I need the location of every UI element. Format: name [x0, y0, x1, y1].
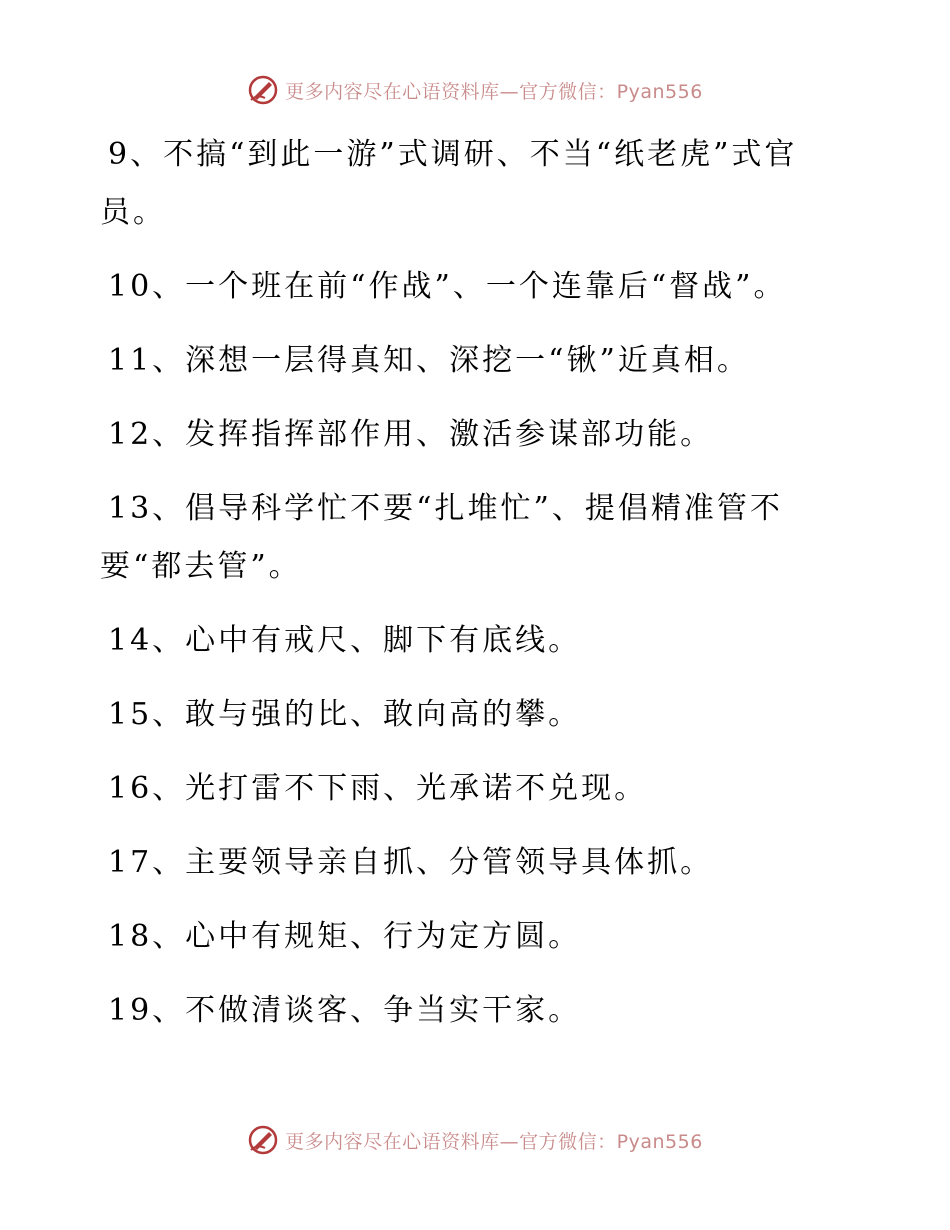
- list-item: 9、不搞“到此一游”式调研、不当“纸老虎”式官员。: [100, 137, 798, 230]
- list-item: 10、一个班在前“作战”、一个连靠后“督战”。: [108, 269, 787, 304]
- pen-logo-icon: [247, 74, 279, 106]
- pen-logo-icon: [247, 1124, 279, 1156]
- footer-banner: [0, 1120, 950, 1160]
- footer-banner-text: 更多内容尽在心语资料库—官方微信：Pyan556: [285, 1130, 703, 1153]
- list-item: 16、光打雷不下雨、光承诺不兑现。: [108, 771, 648, 806]
- list-item: 17、主要领导亲自抓、分管领导具体抓。: [108, 845, 714, 880]
- header-banner-text: 更多内容尽在心语资料库—官方微信：Pyan556: [285, 80, 703, 103]
- list-item: 14、心中有戒尺、脚下有底线。: [108, 623, 582, 658]
- document-body: [100, 126, 860, 1056]
- list-item: 15、敢与强的比、敢向高的攀。: [108, 697, 582, 732]
- list-item: 19、不做清谈客、争当实干家。: [108, 993, 582, 1028]
- header-banner: [0, 70, 950, 110]
- list-item: 18、心中有规矩、行为定方圆。: [108, 919, 582, 954]
- list-item: 11、深想一层得真知、深挖一“锹”近真相。: [108, 343, 750, 378]
- list-item: 12、发挥指挥部作用、激活参谋部功能。: [108, 417, 714, 452]
- list-item: 13、倡导科学忙不要“扎堆忙”、提倡精准管不要“都去管”。: [100, 491, 783, 584]
